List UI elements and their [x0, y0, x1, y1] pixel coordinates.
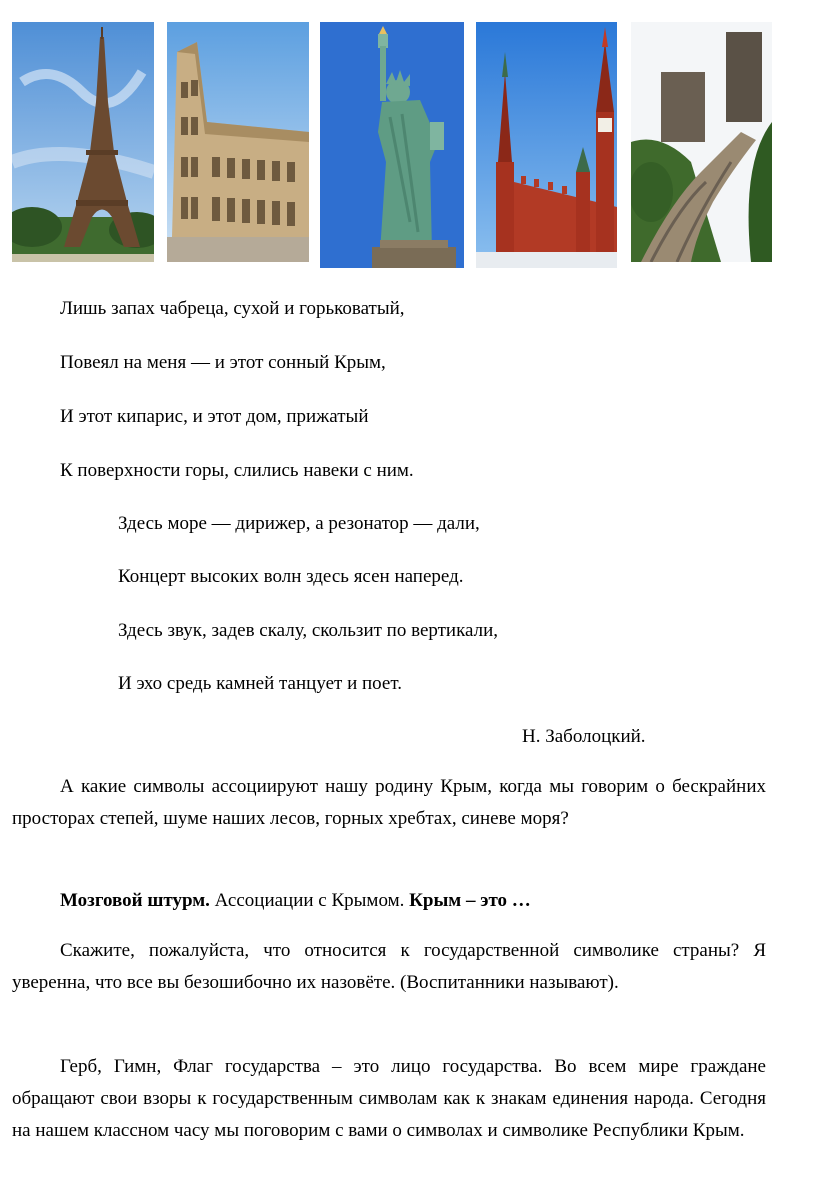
poem-line: Здесь море — дирижер, а резонатор — дали, [118, 513, 480, 534]
poem-line: И эхо средь камней танцует и поет. [118, 673, 402, 694]
statue-of-liberty-photo [320, 22, 464, 268]
brainstorm-text: Ассоциации с Крымом. [209, 890, 410, 911]
great-wall-photo [631, 22, 772, 262]
poem-author: Н. Заболоцкий. [522, 726, 646, 747]
eiffel-tower-photo [12, 22, 154, 262]
poem-line: Концерт высоких волн здесь ясен наперед. [118, 566, 464, 587]
poem-line: Повеял на меня — и этот сонный Крым, [60, 352, 386, 373]
brainstorm-paragraph [12, 885, 766, 917]
symbols-paragraph [12, 935, 766, 999]
emblem-text: Герб, Гимн, Флаг государства – это лицо государства. Во всем мире граждане обращают свои взоры к государственным символам как к знакам единения народа. Сегодня на нашем классном часу мы поговорим с вами о символах и символике Республики Крым. [12, 1056, 766, 1141]
brainstorm-label: Мозговой штурм. [60, 890, 210, 911]
brainstorm-prompt: Крым – это … [409, 890, 531, 911]
emblem-paragraph [12, 1051, 766, 1147]
question-paragraph [12, 771, 766, 835]
symbols-text: Скажите, пожалуйста, что относится к государственной символике страны? Я уверенна, что все вы безошибочно их назовёте. (Воспитанники называют). [12, 940, 766, 993]
poem-line: К поверхности горы, слились навеки с ним. [60, 460, 414, 481]
poem-line: И этот кипарис, и этот дом, прижатый [60, 406, 369, 427]
poem-line: Здесь звук, задев скалу, скользит по вертикали, [118, 620, 499, 641]
landmark-photo-strip [0, 0, 816, 270]
colosseum-photo [167, 22, 309, 262]
poem-line: Лишь запах чабреца, сухой и горьковатый, [60, 298, 405, 319]
question-text: А какие символы ассоциируют нашу родину Крым, когда мы говорим о бескрайних просторах степей, шуме наших лесов, горных хребтах, синеве моря? [12, 776, 766, 829]
moscow-kremlin-photo [476, 22, 617, 268]
